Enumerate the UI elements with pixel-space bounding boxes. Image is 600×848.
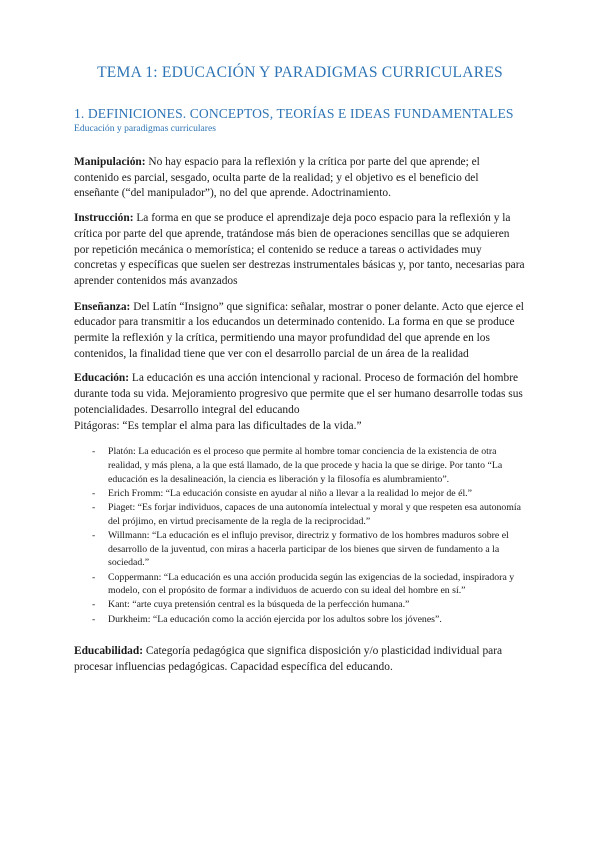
pitagoras-quote: Pitágoras: “Es templar el alma para las dificultades de la vida.” [74,419,362,432]
text-educacion: La educación es una acción intencional y racional. Proceso de formación del hombre durante toda su vida. Mejoramiento progresivo que permite que el ser humano desarrolle todas sus potencialidades. Desarrollo integral del educando [74,372,523,416]
text-instruccion: La forma en que se produce el aprendizaje deja poco espacio para la reflexión y la crítica por parte del que aprende, tratándose más bien de operaciones sencillas que se adquieren por repetición mecánica o memorística; el contenido se reduce a tareas o actividades muy concretas y específicas que suelen ser destrezas instrumentales básicas y, por tanto, necesarias para aprender contenidos más avanzados [74,212,525,287]
list-marker: - [92,487,96,499]
term-educacion: Educación: [74,372,130,385]
definition-manipulacion [74,155,526,202]
list-item [92,501,526,528]
list-marker: - [92,613,96,625]
definition-instruccion [74,211,526,290]
list-marker: - [92,502,96,514]
list-item [92,613,526,627]
definition-educabilidad [74,644,526,675]
term-instruccion: Instrucción: [74,212,134,225]
quote-text: Platón: La educación es el proceso que permite al hombre tomar conciencia de la existencia de otra realidad, y más plena, a la que está llamado, de la que procede y hacia la que se dirige. Por tanto “La educación es la desalineación, la ciencia es liberación y la filosofía es alumbramiento”. [108,446,503,485]
list-item [92,487,526,501]
term-ensenanza: Enseñanza: [74,300,131,313]
document-title: TEMA 1: EDUCACIÓN Y PARADIGMAS CURRICULARES [97,64,503,81]
list-marker: - [92,446,96,458]
quote-text: Willmann: “La educación es el influjo previsor, directriz y formativo de los hombres maduros sobre el desarrollo de la juventud, con miras a hacerla participar de los bienes que sirven de fundamento a la sociedad.” [108,529,509,569]
list-marker: - [92,599,96,611]
quote-text: Piaget: “Es forjar individuos, capaces de una autonomía intelectual y moral y que respeten esa autonomía del prójimo, en virtud precisamente de la regla de la reciprocidad.” [108,502,521,527]
quote-text: Coppermann: “La educación es una acción producida según las exigencias de la sociedad, inspiradora y modelo, con el propósito de formar a individuos de acuerdo con su ideal del hombre en sí.” [108,571,515,597]
term-manipulacion: Manipulación: [74,156,146,168]
text-educabilidad: Categoría pedagógica que significa disposición y/o plasticidad individual para procesar influencias pedagógicas. Capacidad específica del educando. [74,645,503,674]
list-marker: - [92,571,96,583]
text-ensenanza: Del Latín “Insigno” que significa: señalar, mostrar o poner delante. Acto que ejerce el educador para transmitir a los educandos un determinado contenido. La forma en que se produce permite la reflexión y la crítica, permitiendo una mayor profundidad del que aprende en los contenidos, la finalidad tiene que ver con el desarrollo parcial de un área de la realidad [74,300,524,360]
definition-educacion [74,371,526,418]
section-heading: 1. DEFINICIONES. CONCEPTOS, TEORÍAS E IDEAS FUNDAMENTALES [74,106,514,121]
quote-text: Erich Fromm: “La educación consiste en ayudar al niño a llevar a la realidad lo mejor de él.” [108,487,472,499]
author-quotes-list [74,445,526,626]
list-item [92,445,526,486]
quote-text: Durkheim: “La educación como la acción ejercida por los adultos sobre los jóvenes”. [108,613,442,625]
term-educabilidad: Educabilidad: [74,645,144,658]
list-item [92,598,526,612]
list-marker: - [92,529,96,541]
quote-text: Kant: “arte cuya pretensión central es la búsqueda de la perfección humana.” [108,599,410,611]
text-manipulacion: No hay espacio para la reflexión y la crítica por parte del que aprende; el contenido es parcial, sesgado, oculta parte de la realidad; y el objetivo es el beneficio del enseñante (“del manipulador”), no del que aprende. Adoctrinamiento. [74,156,480,200]
section-subtitle: Educación y paradigmas curriculares [74,123,216,134]
list-item [92,571,526,598]
definition-ensenanza [74,300,526,363]
list-item [92,529,526,570]
